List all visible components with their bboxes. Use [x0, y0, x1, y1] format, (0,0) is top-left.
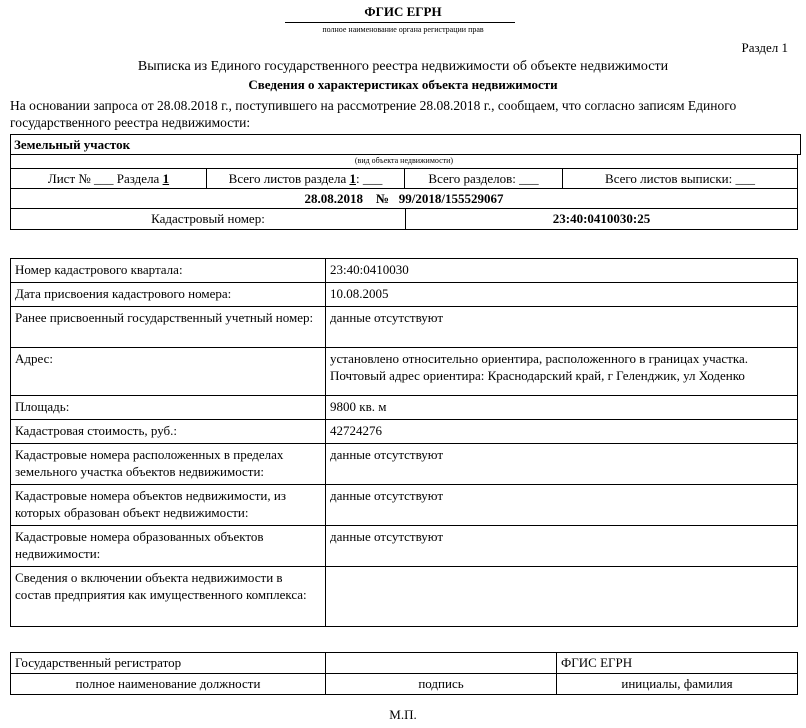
- property-value: 10.08.2005: [326, 283, 798, 307]
- signature-row: [11, 653, 798, 674]
- signature-caption-row: [11, 674, 798, 695]
- stamp-place: М.П.: [389, 707, 417, 722]
- property-value: данные отсутствуют: [326, 444, 798, 485]
- registrar-signature: [326, 653, 557, 674]
- caption-signature: подпись: [326, 674, 557, 695]
- property-label: Ранее присвоенный государственный учетный номер:: [11, 307, 326, 348]
- table-row: [11, 283, 798, 307]
- property-label: Дата присвоения кадастрового номера:: [11, 283, 326, 307]
- properties-table: [10, 258, 798, 627]
- property-value: 42724276: [326, 420, 798, 444]
- total-sheets-extract: Всего листов выписки: ___: [605, 171, 755, 186]
- extract-number: 99/2018/155529067: [398, 191, 504, 206]
- table-row: [11, 348, 798, 396]
- property-value: [326, 567, 798, 627]
- table-row: [11, 420, 798, 444]
- sheet-counts: [10, 169, 798, 189]
- registrar-name: ФГИС ЕГРН: [557, 653, 798, 674]
- object-kind-caption: (вид объекта недвижимости): [10, 154, 798, 169]
- table-row: [11, 567, 798, 627]
- total-sheets-section-label: Всего листов раздела: [228, 171, 347, 186]
- org-caption: полное наименование органа регистрации прав: [322, 25, 484, 34]
- registrar-position: Государственный регистратор: [11, 653, 326, 674]
- object-kind: Земельный участок: [10, 134, 801, 155]
- property-value: данные отсутствуют: [326, 485, 798, 526]
- total-sheets-section-tail: : ___: [355, 171, 383, 186]
- table-row: [11, 444, 798, 485]
- extract-date: 28.08.2018: [304, 191, 363, 206]
- section-label: Раздел 1: [741, 40, 788, 55]
- cadastral-row: [10, 209, 798, 230]
- signature-table: [10, 652, 798, 695]
- object-header: [10, 134, 798, 238]
- caption-name: инициалы, фамилия: [557, 674, 798, 695]
- total-sheets-section: [207, 169, 405, 188]
- property-label: Кадастровые номера образованных объектов недвижимости:: [11, 526, 326, 567]
- document-subtitle: Сведения о характеристиках объекта недвижимости: [248, 77, 558, 92]
- table-row: [11, 259, 798, 283]
- property-value: 23:40:0410030: [326, 259, 798, 283]
- org-title: ФГИС ЕГРН: [364, 4, 442, 19]
- property-label: Кадастровые номера расположенных в пределах земельного участка объектов недвижимости:: [11, 444, 326, 485]
- property-label: Кадастровые номера объектов недвижимости, из которых образован объект недвижимости:: [11, 485, 326, 526]
- total-sections: Всего разделов: ___: [405, 169, 563, 188]
- property-label: Площадь:: [11, 396, 326, 420]
- property-value: 9800 кв. м: [326, 396, 798, 420]
- sheet-number-value: 1: [162, 171, 170, 186]
- property-label: Номер кадастрового квартала:: [11, 259, 326, 283]
- org-underline: [285, 22, 515, 23]
- property-value: установлено относительно ориентира, расположенного в границах участка. Почтовый адрес ориентира: Краснодарский край, г Геленджик, ул Ходенко: [326, 348, 798, 396]
- caption-position: полное наименование должности: [11, 674, 326, 695]
- property-label: Сведения о включении объекта недвижимости в состав предприятия как имущественного комплекса:: [11, 567, 326, 627]
- table-row: [11, 485, 798, 526]
- table-row: [11, 396, 798, 420]
- total-sheets-section-value: 1: [349, 171, 356, 186]
- document-title: Выписка из Единого государственного реестра недвижимости об объекте недвижимости: [137, 59, 669, 74]
- cadastral-number: 23:40:0410030:25: [552, 211, 651, 226]
- table-row: [11, 526, 798, 567]
- cadastral-label: Кадастровый номер:: [11, 209, 406, 229]
- number-sign: №: [375, 191, 390, 206]
- sheet-number-label: Лист № ___ Раздела: [47, 171, 160, 186]
- property-value: данные отсутствуют: [326, 307, 798, 348]
- property-value: данные отсутствуют: [326, 526, 798, 567]
- table-row: [11, 307, 798, 348]
- extract-date-number: [10, 189, 798, 209]
- property-label: Кадастровая стоимость, руб.:: [11, 420, 326, 444]
- property-label: Адрес:: [11, 348, 326, 396]
- sheet-number: [11, 169, 207, 188]
- intro-text: На основании запроса от 28.08.2018 г., поступившего на рассмотрение 28.08.2018 г., сообщаем, что согласно записям Единого государственного реестра недвижимости:: [10, 98, 737, 130]
